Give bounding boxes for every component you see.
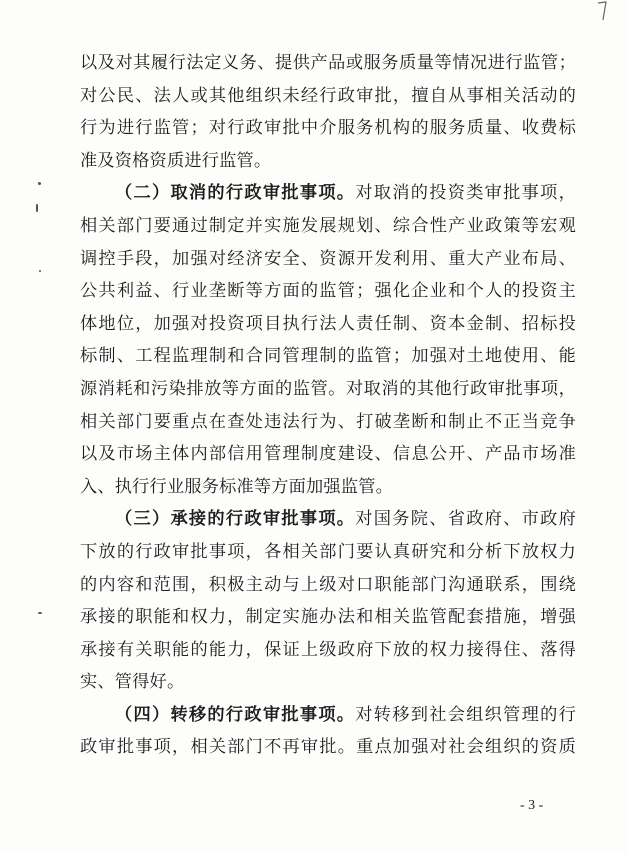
text-line: 相关部门要通过制定并实施发展规划、综合性产业政策等宏观 xyxy=(80,215,576,236)
text-line: 标制、工程监理制和合同管理制的监管；加强对土地使用、能 xyxy=(80,346,576,367)
text-line: 相关部门要重点在查处违法行为、打破垄断和制止不正当竞争 xyxy=(80,411,576,432)
text-line: 对公民、法人或其他组织未经行政审批，擅自从事相关活动的 xyxy=(80,85,576,106)
section-four-heading: （四）转移的行政审批事项。 xyxy=(115,704,356,725)
section-two-heading: （二）取消的行政审批事项。 xyxy=(115,183,356,204)
section-four-text: 对转移到社会组织管理的行 xyxy=(355,704,577,725)
text-line: 的内容和范围，积极主动与上级对口职能部门沟通联系，围绕 xyxy=(80,574,576,595)
section-four-line xyxy=(80,699,576,732)
text-line: 以及对其履行法定义务、提供产品或服务质量等情况进行监管； xyxy=(80,53,576,73)
text-line: 调控手段，加强对经济安全、资源开发利用、重大产业布局、 xyxy=(80,248,576,269)
speck-mark xyxy=(38,612,42,614)
text-line: 下放的行政审批事项，各相关部门要认真研究和分析下放权力 xyxy=(80,541,576,562)
section-two-text: 对取消的投资类审批事项， xyxy=(355,183,577,204)
speck-mark xyxy=(36,204,38,212)
text-line: 以及市场主体内部信用管理制度建设、信息公开、产品市场准 xyxy=(80,444,576,465)
page-number: - 3 - xyxy=(520,798,544,813)
text-line: 入、执行行业服务标准等方面加强监管。 xyxy=(80,476,393,497)
text-line: 源消耗和污染排放等方面的监管。对取消的其他行政审批事项， xyxy=(80,378,576,399)
text-line: 准及资格资质进行监管。 xyxy=(80,150,272,171)
text-line: 行为进行监管；对行政审批中介服务机构的服务质量、收费标 xyxy=(80,118,576,139)
section-two-line xyxy=(80,177,576,210)
text-line: 承接的职能和权力，制定实施办法和相关监管配套措施，增强 xyxy=(80,607,576,628)
speck-mark xyxy=(38,182,41,185)
text-line: 体地位，加强对投资项目执行法人责任制、资本金制、招标投 xyxy=(80,313,576,334)
section-three-line xyxy=(80,503,576,536)
text-line: 承接有关职能的能力，保证上级政府下放的权力接得住、落得 xyxy=(80,639,576,660)
speck-mark xyxy=(39,270,41,272)
body-text xyxy=(80,47,576,764)
section-three-text: 对国务院、省政府、市政府 xyxy=(355,509,577,530)
pen-mark-icon xyxy=(596,0,608,22)
text-line: 政审批事项，相关部门不再审批。重点加强对社会组织的资质 xyxy=(80,737,576,758)
section-three-heading: （三）承接的行政审批事项。 xyxy=(115,509,356,530)
text-line: 实、管得好。 xyxy=(80,672,185,693)
text-line: 公共利益、行业垄断等方面的监管；强化企业和个人的投资主 xyxy=(80,281,576,302)
